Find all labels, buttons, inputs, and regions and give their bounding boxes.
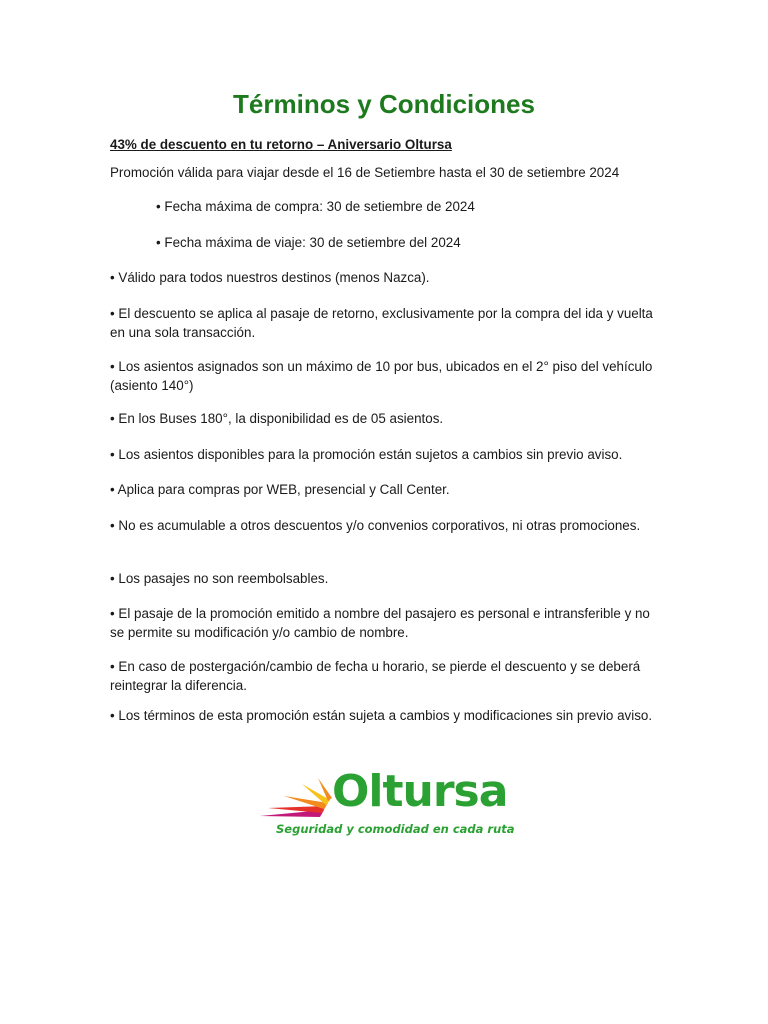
oltursa-sunburst-icon <box>258 770 338 820</box>
bullet-item: • Los asientos asignados son un máximo de 10 por bus, ubicados en el 2° piso del vehículo (asiento 140°) <box>110 359 653 393</box>
bullet-item: • El descuento se aplica al pasaje de retorno, exclusivamente por la compra del ida y vuelta en una sola transacción. <box>110 306 653 340</box>
promo-subtitle: 43% de descuento en tu retorno – Aniversario Oltursa <box>110 137 452 152</box>
promo-validity-text: Promoción válida para viajar desde el 16 de Setiembre hasta el 30 de setiembre 2024 <box>110 165 620 180</box>
bullet-item: • En caso de postergación/cambio de fecha u horario, se pierde el descuento y se deberá reintegrar la diferencia. <box>110 659 641 693</box>
logo-slogan: Seguridad y comodidad en cada ruta <box>276 822 515 836</box>
bullet-item: • Los asientos disponibles para la promoción están sujetos a cambios sin previo aviso. <box>110 447 623 462</box>
sub-item-travel-date: • Fecha máxima de viaje: 30 de setiembre del 2024 <box>156 235 461 250</box>
oltursa-logo <box>258 766 520 842</box>
bullet-item: • Los términos de esta promoción están sujeta a cambios y modificaciones sin previo aviso. <box>110 708 653 723</box>
bullet-item: • El pasaje de la promoción emitido a nombre del pasajero es personal e intransferible y no se permite su modificación y/o cambio de nombre. <box>110 606 650 640</box>
sub-item-purchase-date: • Fecha máxima de compra: 30 de setiembre de 2024 <box>156 199 475 214</box>
logo-wordmark: Oltursa <box>332 766 508 817</box>
bullet-item: • Válido para todos nuestros destinos (menos Nazca). <box>110 270 430 285</box>
bullet-item: • Los pasajes no son reembolsables. <box>110 571 329 586</box>
bullet-item: • Aplica para compras por WEB, presencial y Call Center. <box>110 482 450 497</box>
bullet-item: • No es acumulable a otros descuentos y/o convenios corporativos, ni otras promociones. <box>110 518 641 533</box>
bullet-item: • En los Buses 180°, la disponibilidad es de 05 asientos. <box>110 411 444 426</box>
page-title: Términos y Condiciones <box>233 89 535 119</box>
